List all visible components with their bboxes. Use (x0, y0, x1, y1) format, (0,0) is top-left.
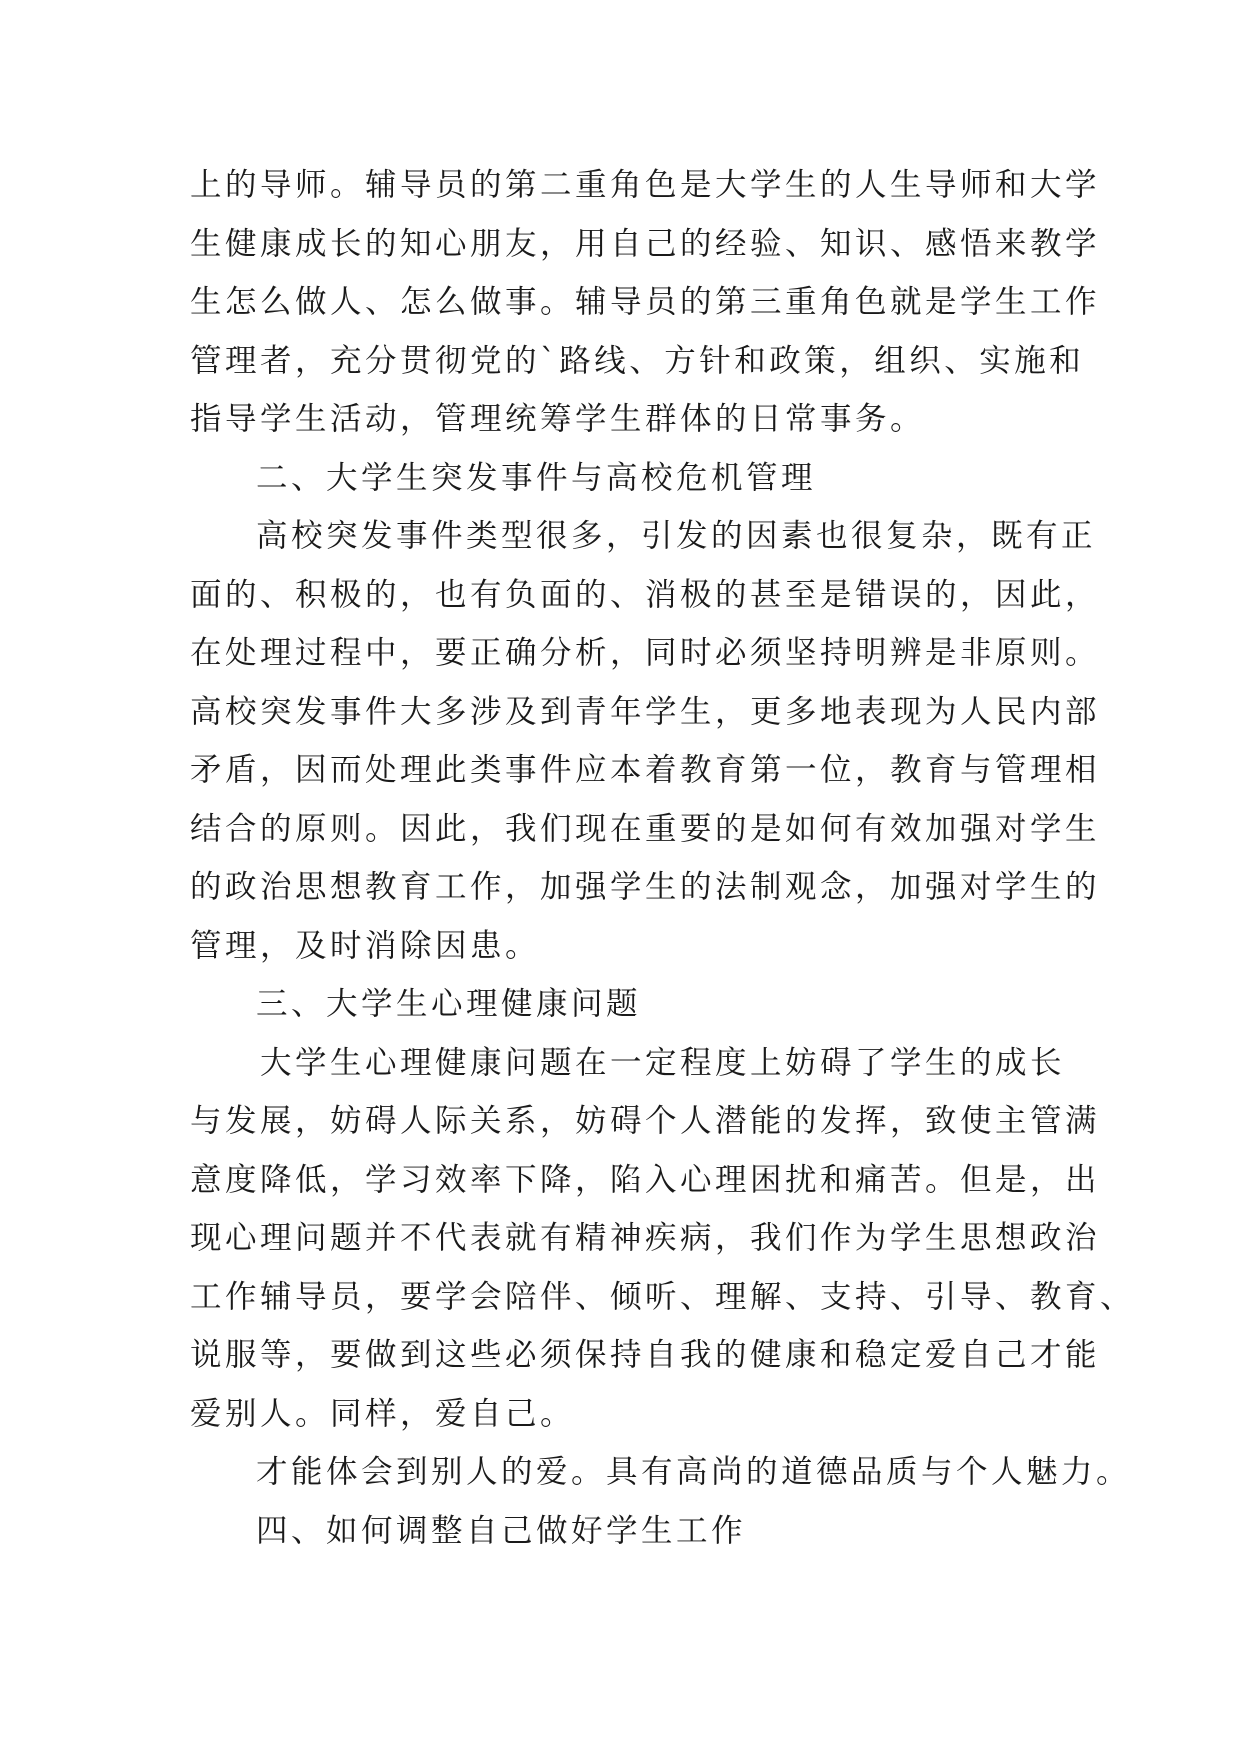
paragraph-line: 的政治思想教育工作，加强学生的法制观念，加强对学生的 (190, 869, 1101, 905)
paragraph-line: 高校突发事件大多涉及到青年学生，更多地表现为人民内部 (190, 693, 1101, 730)
paragraph-line: 管理，及时消除因患。 (190, 927, 541, 964)
paragraph-line: 面的、积极的，也有负面的、消极的甚至是错误的，因此， (190, 576, 1101, 613)
paragraph-line: 在处理过程中，要正确分析，同时必须坚持明辨是非原则。 (190, 635, 1101, 671)
paragraph-line: 管理者，充分贯彻党的`路线、方针和政策，组织、实施和 (190, 342, 1085, 379)
paragraph-line: 高校突发事件类型很多，引发的因素也很复杂，既有正 (256, 518, 1097, 554)
paragraph-line: 生怎么做人、怎么做事。辅导员的第三重角色就是学生工作 (190, 284, 1101, 320)
paragraph-line: 矛盾，因而处理此类事件应本着教育第一位，教育与管理相 (190, 752, 1101, 788)
section-heading: 二、大学生突发事件与高校危机管理 (256, 459, 817, 496)
paragraph-line: 结合的原则。因此，我们现在重要的是如何有效加强对学生 (190, 810, 1101, 847)
paragraph-line: 生健康成长的知心朋友，用自己的经验、知识、感悟来教学 (190, 225, 1101, 262)
paragraph-line: 大学生心理健康问题在一定程度上妨碍了学生的成长 (260, 1044, 1066, 1081)
paragraph-line: 才能体会到别人的爱。具有高尚的道德品质与个人魅力。 (256, 1454, 1132, 1490)
paragraph-line: 指导学生活动，管理统筹学生群体的日常事务。 (190, 401, 926, 437)
paragraph-line: 工作辅导员，要学会陪伴、倾听、理解、支持、引导、教育、 (190, 1278, 1136, 1315)
section-heading: 三、大学生心理健康问题 (256, 986, 642, 1022)
paragraph-line: 现心理问题并不代表就有精神疾病，我们作为学生思想政治 (190, 1220, 1101, 1256)
paragraph-line: 上的导师。辅导员的第二重角色是大学生的人生导师和大学 (190, 167, 1101, 203)
paragraph-line: 爱别人。同样，爱自己。 (190, 1395, 576, 1432)
section-heading: 四、如何调整自己做好学生工作 (256, 1512, 747, 1549)
paragraph-line: 意度降低，学习效率下降，陷入心理困扰和痛苦。但是，出 (190, 1161, 1101, 1198)
document-body (190, 156, 1136, 1560)
paragraph-line: 说服等，要做到这些必须保持自我的健康和稳定爱自己才能 (190, 1337, 1101, 1373)
paragraph-line: 与发展，妨碍人际关系，妨碍个人潜能的发挥，致使主管满 (190, 1103, 1101, 1139)
